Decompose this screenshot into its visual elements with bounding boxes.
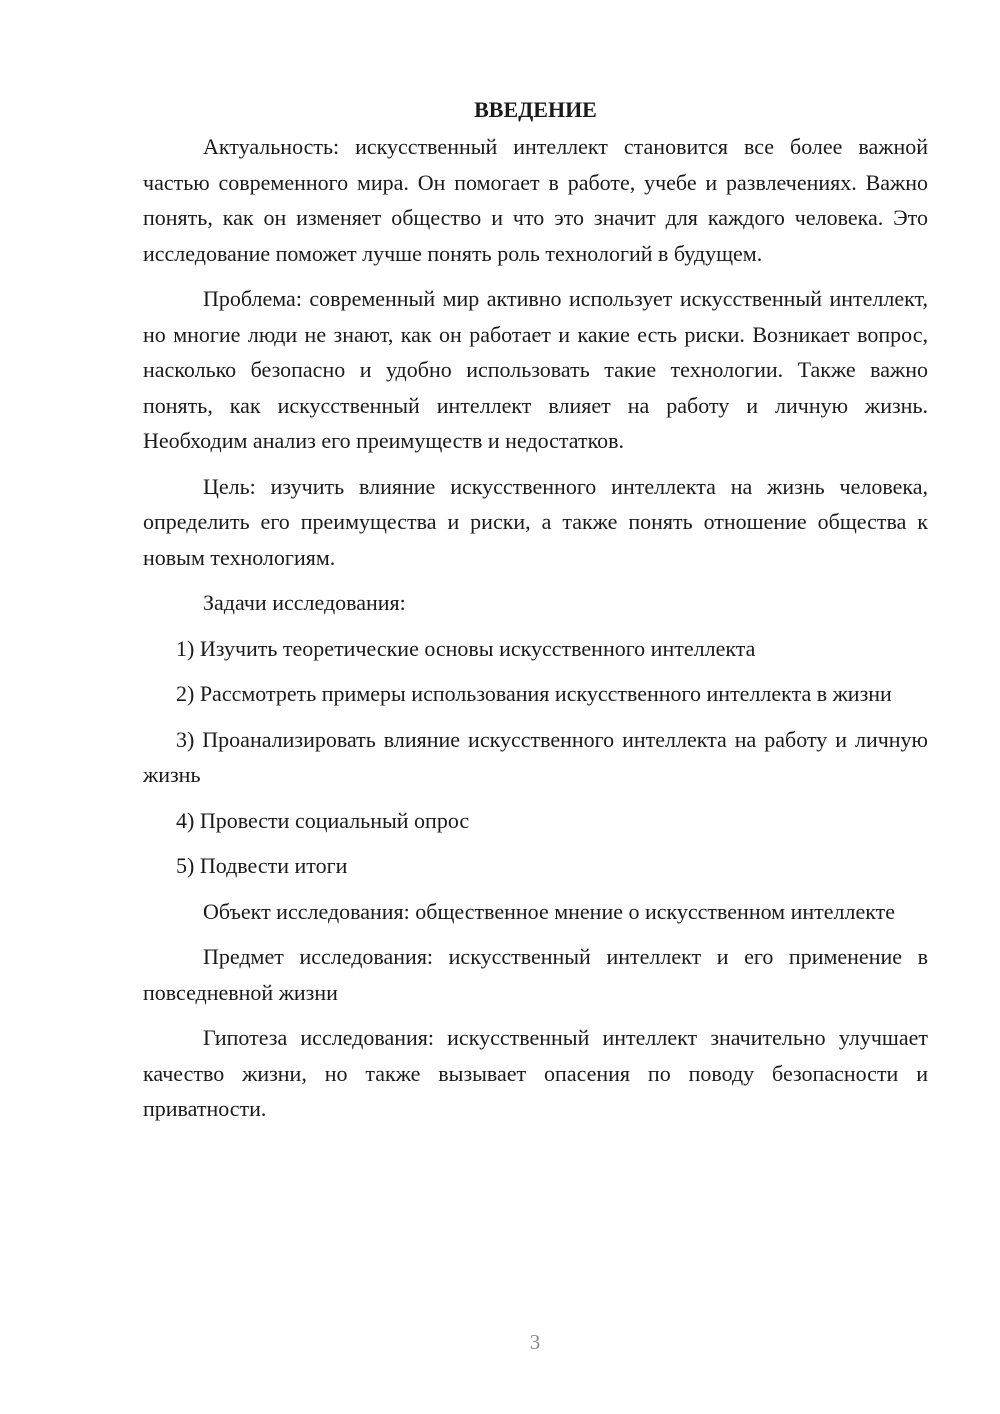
paragraph-tasks-heading: Задачи исследования: <box>203 590 406 615</box>
paragraph-goal: Цель: изучить влияние искусственного интеллекта на жизнь человека, определить его преимущества и риски, а также понять отношение общества к новым технологиям. <box>143 473 928 570</box>
paragraph-problem: Проблема: современный мир активно использует искусственный интеллект, но многие люди не знают, как он работает и какие есть риски. Возникает вопрос, насколько безопасно и удобно использовать такие технологии. Также важно понять, как искусственный интеллект влияет на работу и личную жизнь. Необходим анализ его преимуществ и недостатков. <box>143 286 928 453</box>
task-item: 1) Изучить теоретические основы искусственного интеллекта <box>176 635 756 661</box>
paragraph-subject: Предмет исследования: искусственный интеллект и его применение в повседневной жизни <box>143 944 928 1005</box>
paragraph-object: Объект исследования: общественное мнение о искусственном интеллекте <box>203 898 896 924</box>
task-item: 3) Проанализировать влияние искусственного интеллекта на работу и личную жизнь <box>143 726 928 787</box>
page-number: 3 <box>529 1330 541 1354</box>
paragraph-hypothesis: Гипотеза исследования: искусственный интеллект значительно улучшает качество жизни, но также вызывает опасения по поводу безопасности и приватности. <box>143 1025 928 1121</box>
section-title: ВВЕДЕНИЕ <box>474 97 597 122</box>
task-item: 4) Провести социальный опрос <box>176 807 470 833</box>
document-page <box>143 92 928 1137</box>
task-item: 5) Подвести итоги <box>176 853 348 878</box>
paragraph-relevance: Актуальность: искусственный интеллект становится все более важной частью современного мира. Он помогает в работе, учебе и развлечениях. Важно понять, как он изменяет общество и что это значит для каждого человека. Это исследование поможет лучше понять роль технологий в будущем. <box>143 134 928 266</box>
task-item: 2) Рассмотреть примеры использования искусственного интеллекта в жизни <box>176 681 892 706</box>
